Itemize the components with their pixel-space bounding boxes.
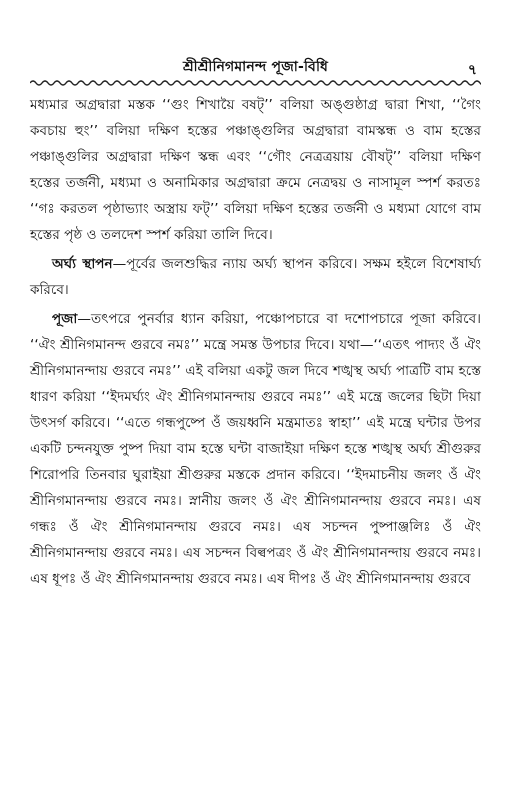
- running-header: [30, 56, 481, 78]
- running-title: শ্রীশ্রীনিগমানন্দ পূজা-বিধি: [182, 59, 329, 75]
- page-number: ৭: [467, 62, 477, 78]
- body-text: [30, 92, 481, 595]
- paragraph-puja: [30, 306, 481, 592]
- paragraph-text: মধ্যমার অগ্রদ্বারা মস্তক ‘‘গুং শিখায়ৈ বষট্’’ বলিয়া অঙ্গুষ্ঠাগ্র দ্বারা শিখা, ‘‘গৈং কবচায় হুং’’ বলিয়া দক্ষিণ হস্তের পঞ্চাঙ্গুলির অগ্রদ্বারা বামস্কন্ধ ও বাম হস্তের পঞ্চাঙ্গুলির অগ্রদ্বারা দক্ষিণ স্কন্ধ এবং ‘‘গৌং নেত্রত্রয়ায় বৌষট্’’ বলিয়া দক্ষিণ হস্তের তর্জনী, মধ্যমা ও অনামিকার অগ্রদ্বারা ক্রমে নেত্রদ্বয় ও নাসামূল স্পর্শ করতঃ ‘‘গঃ করতল পৃষ্ঠাভ্যাং অস্ত্রায় ফট্’’ বলিয়া দক্ষিণ হস্তের তর্জনী ও মধ্যমা যোগে বাম হস্তের পৃষ্ঠ ও তলদেশ স্পর্শ করিয়া তালি দিবে।: [30, 97, 481, 243]
- paragraph-heading: পূজা: [52, 311, 78, 327]
- paragraph-text: —পূর্বের জলশুদ্ধির ন্যায় অর্ঘ্য স্থাপন করিবে। সক্ষম হইলে বিশেষার্ঘ্য করিবে।: [30, 256, 482, 298]
- paragraph-arghya-sthapan: [30, 251, 481, 303]
- paragraph-heading: অর্ঘ্য স্থাপন: [52, 256, 113, 272]
- paragraph-text: —তৎপরে পুনর্বার ধ্যান করিয়া, পঞ্চোপচারে বা দশোপচারে পূজা করিবে। ‘‘ঐং শ্রীনিগমানন্দ গুরবে নমঃ’’ মন্ত্রে সমস্ত উপচার দিবে। যথা—‘‘এতৎ পাদ্যং ওঁ ঐং শ্রীনিগমানন্দায় গুরবে নমঃ’’ এই বলিয়া একটু জল দিবে শঙ্খস্থ অর্ঘ্য পাত্রটি বাম হস্তে ধারণ করিয়া ‘‘ইদমর্ঘ্যং ঐং শ্রীনিগমানন্দায় গুরবে নমঃ’’ এই মন্ত্রে জলের ছিটা দিয়া উৎসর্গ করিবে। ‘‘এতে গন্ধপুষ্পে ওঁ জয়ধ্বনি মন্ত্রমাতঃ স্বাহা’’ এই মন্ত্রে ঘন্টার উপর একটি চন্দনযুক্ত পুষ্প দিয়া বাম হস্তে ঘন্টা বাজাইয়া দক্ষিণ হস্তে শঙ্খস্থ অর্ঘ্য শ্রীগুরুর শিরোপরি তিনবার ঘুরাইয়া শ্রীগুরুর মস্তকে প্রদান করিবে। ‘‘ইদমাচনীয় জলং ওঁ ঐং শ্রীনিগমানন্দায় গুরবে নমঃ। স্নানীয় জলং ওঁ ঐং শ্রীনিগমানন্দায় গুরবে নমঃ। এষ গন্ধঃ ওঁ ঐং শ্রীনিগমানন্দায় গুরবে নমঃ। এষ সচন্দন পুষ্পাঞ্জলিঃ ওঁ ঐং শ্রীনিগমানন্দায় গুরবে নমঃ। এষ সচন্দন বিল্বপত্রং ওঁ ঐং শ্রীনিগমানন্দায় গুরবে নমঃ। এষ ধূপঃ ওঁ ঐং শ্রীনিগমানন্দায় গুরবে নমঃ। এষ দীপঃ ওঁ ঐং শ্রীনিগমানন্দায় গুরবে: [30, 311, 481, 587]
- wavy-header-rule: [30, 78, 481, 88]
- paragraph-nyasa: [30, 92, 481, 248]
